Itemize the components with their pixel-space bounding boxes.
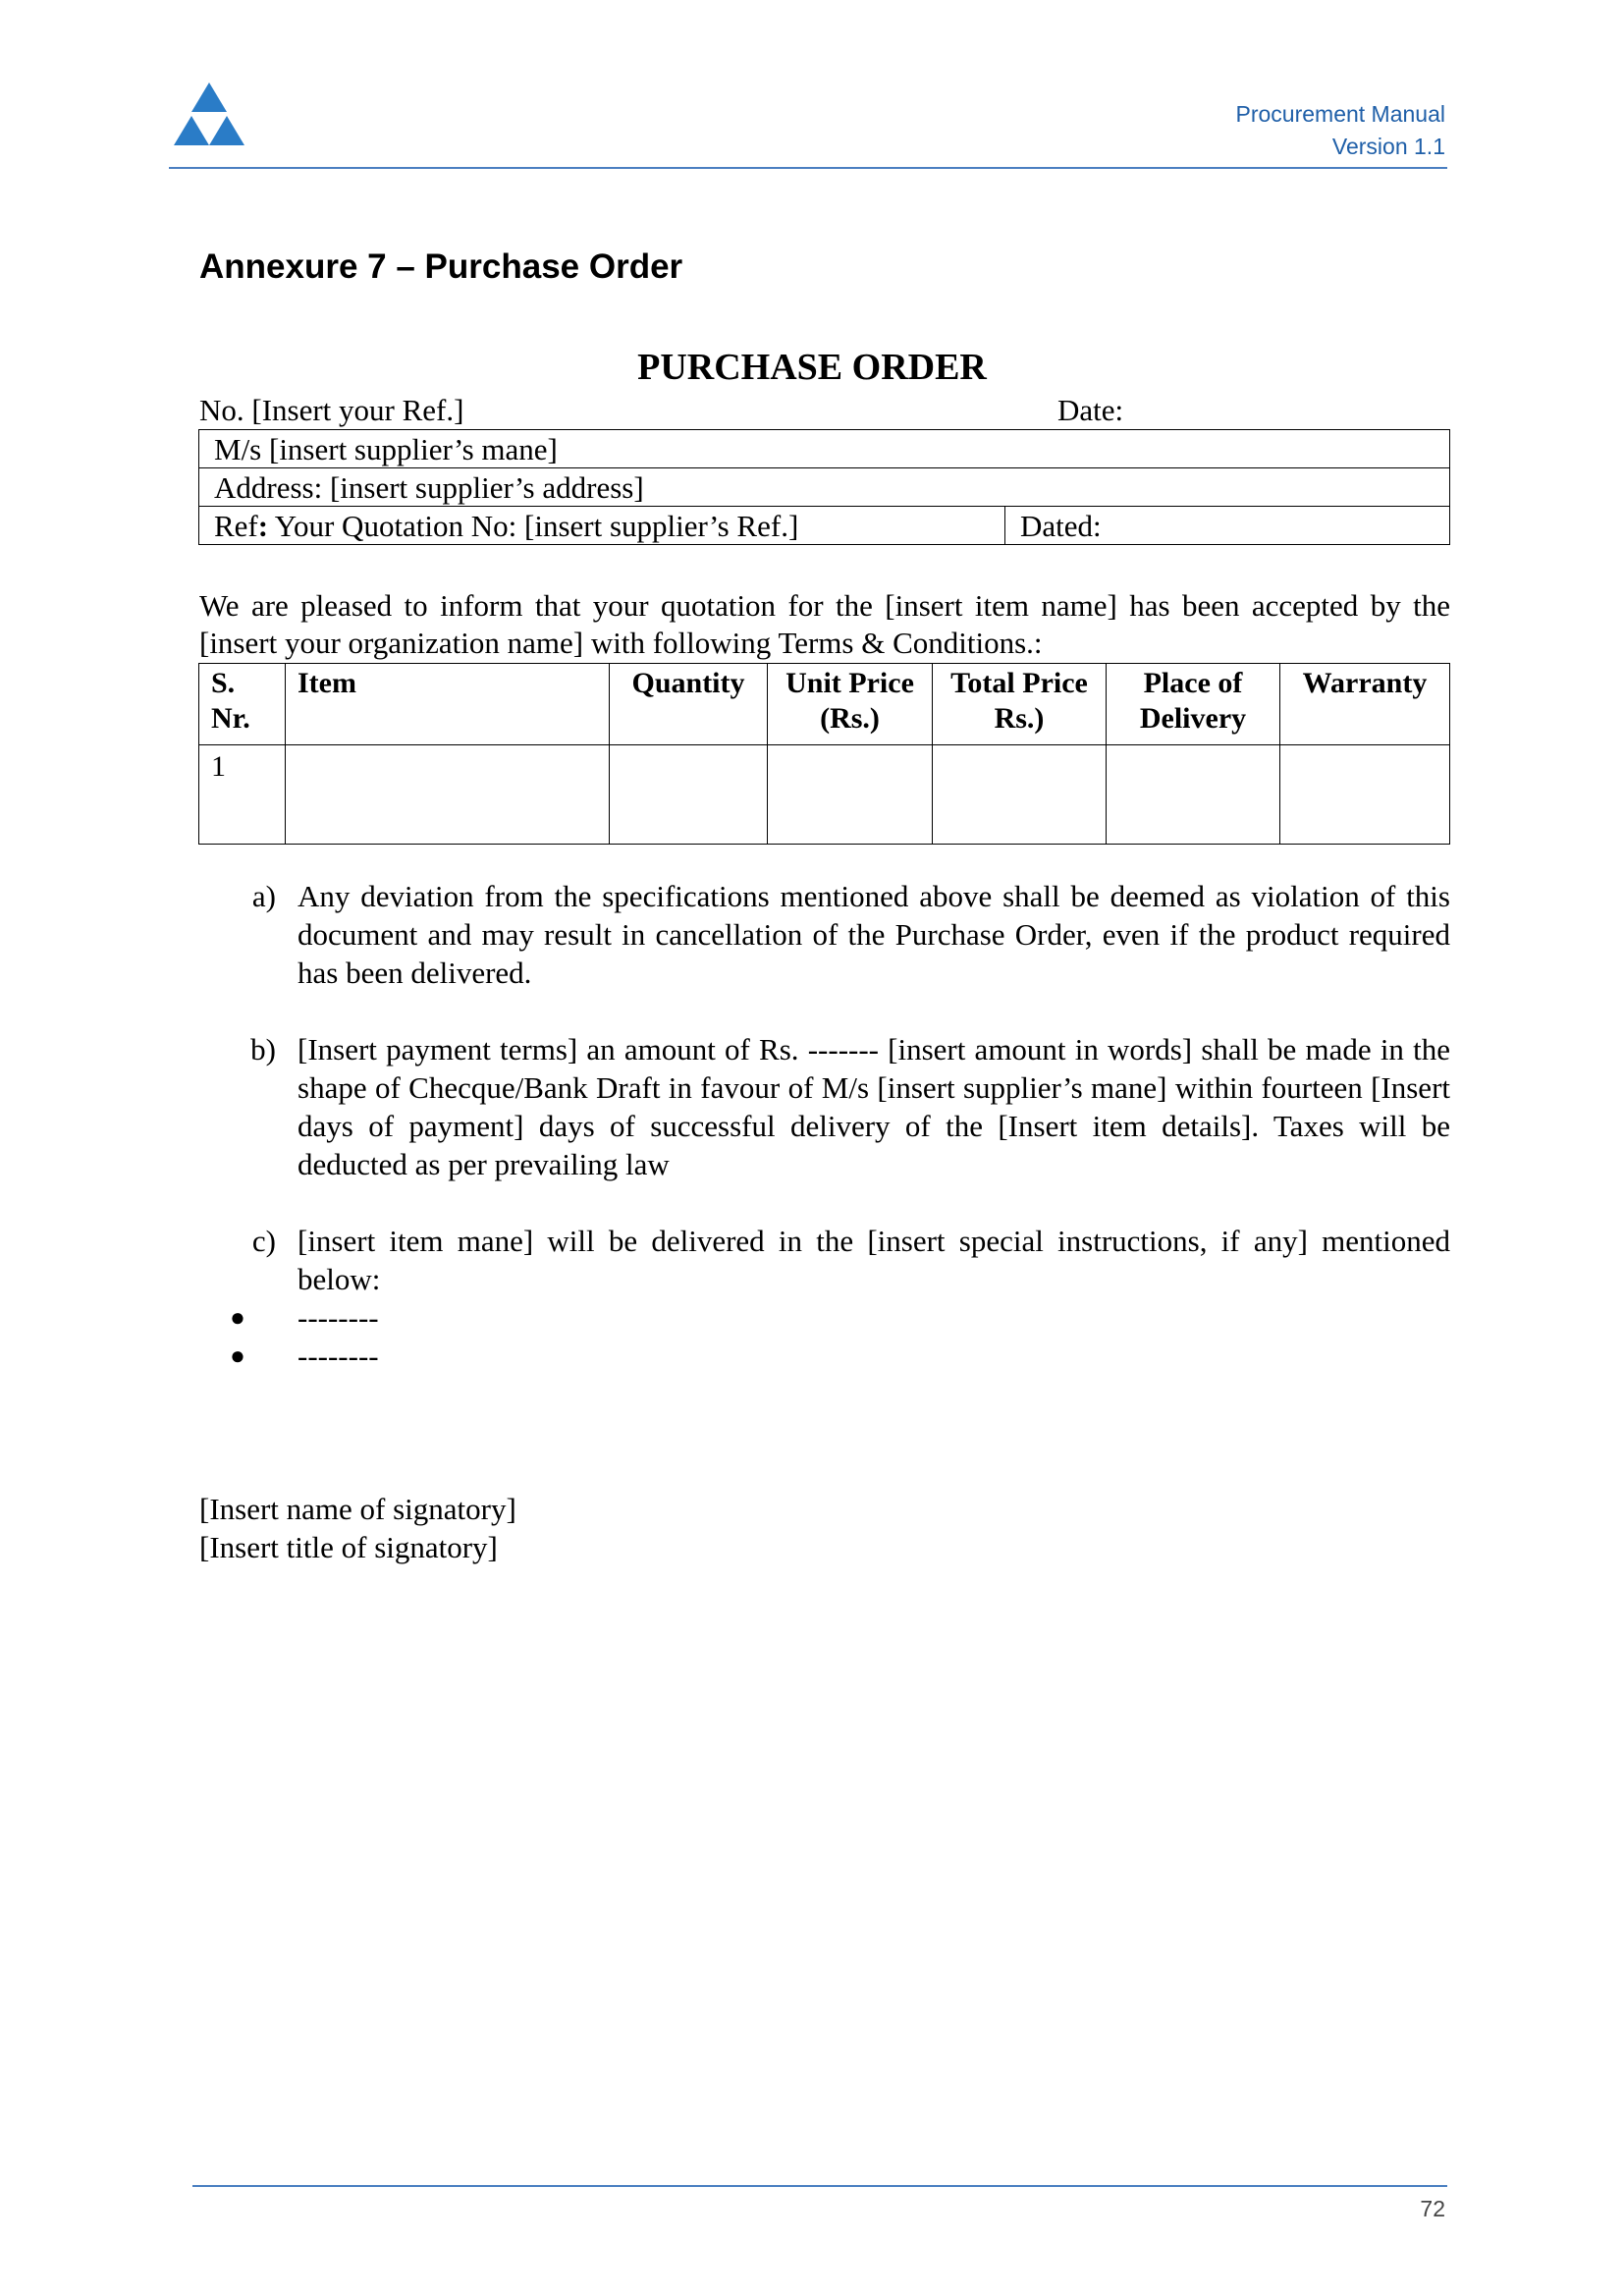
col-header-item: Item <box>286 664 610 745</box>
terms-list <box>199 877 1450 1375</box>
ref-prefix: Ref <box>214 508 258 543</box>
cell-warranty <box>1280 745 1450 845</box>
table-row <box>199 745 1450 845</box>
term-item <box>199 877 1450 992</box>
col-header-place-of-delivery: Place of Delivery <box>1107 664 1280 745</box>
list-item <box>199 1337 1450 1375</box>
signatory-title: [Insert title of signatory] <box>199 1530 498 1564</box>
term-text: [insert item mane] will be delivered in the [insert special instructions, if any] mentioned below: <box>298 1224 1450 1296</box>
term-item <box>199 1222 1450 1298</box>
col-header-sno: S. Nr. <box>199 664 286 745</box>
page-title: Annexure 7 – Purchase Order <box>199 247 683 286</box>
term-text: Any deviation from the specifications mentioned above shall be deemed as violation of this document and may result in cancellation of the Purchase Order, even if the product required has been delivered. <box>298 879 1450 990</box>
footer-divider <box>192 2185 1447 2187</box>
version-label: Version 1.1 <box>1331 134 1445 159</box>
supplier-address: Address: [insert supplier’s address] <box>199 468 1450 507</box>
intro-paragraph: We are pleased to inform that your quotation for the [insert item name] has been accepted by the [insert your organization name] with following Terms & Conditions.: <box>199 588 1450 660</box>
cell-total-price <box>933 745 1107 845</box>
col-header-warranty: Warranty <box>1280 664 1450 745</box>
term-label: b) <box>250 1032 276 1066</box>
term-label: a) <box>251 879 276 913</box>
header-right <box>1236 98 1446 163</box>
cell-quantity <box>610 745 768 845</box>
supplier-name: M/s [insert supplier’s mane] <box>199 430 1450 468</box>
quotation-dated: Dated: <box>1005 507 1450 545</box>
po-date-label: Date: <box>1057 393 1124 427</box>
supplier-address-row <box>199 468 1450 507</box>
po-number-line: No. [Insert your Ref.] <box>199 393 464 427</box>
cell-unit-price <box>768 745 933 845</box>
signatory-block <box>199 1490 516 1566</box>
list-item <box>199 1298 1450 1337</box>
bullet-icon: ● <box>230 1341 245 1370</box>
ppaf-logo <box>165 82 253 165</box>
bullet-text: -------- <box>298 1300 379 1335</box>
term-text: [Insert payment terms] an amount of Rs. ------- [insert amount in words] shall be made in the shape of Checque/Bank Draft in favour of M/s [insert supplier’s mane] within fourteen [Insert days of payment] days of successful delivery of the [Insert item details]. Taxes will be deducted as per prevailing law <box>298 1032 1450 1181</box>
ref-text: Your Quotation No: [insert supplier’s Ref.] <box>268 508 799 543</box>
supplier-name-row <box>199 430 1450 468</box>
quotation-ref <box>199 507 1005 545</box>
term-item <box>199 1030 1450 1183</box>
purchase-order-heading: PURCHASE ORDER <box>637 347 987 388</box>
items-table <box>198 663 1450 845</box>
ref-colon: : <box>257 508 269 543</box>
cell-place-of-delivery <box>1107 745 1280 845</box>
bullet-list <box>199 1298 1450 1375</box>
supplier-table <box>198 429 1450 545</box>
col-header-total-price: Total Price Rs.) <box>933 664 1107 745</box>
cell-item <box>286 745 610 845</box>
items-header-row <box>199 664 1450 745</box>
cell-sno: 1 <box>199 745 286 845</box>
bullet-text: -------- <box>298 1339 379 1373</box>
bullet-icon: ● <box>230 1303 245 1332</box>
page-number: 72 <box>1420 2196 1445 2221</box>
header-divider <box>169 167 1447 169</box>
manual-title: Procurement Manual <box>1235 101 1445 127</box>
col-header-unit-price: Unit Price (Rs.) <box>768 664 933 745</box>
signatory-name: [Insert name of signatory] <box>199 1492 516 1526</box>
term-label: c) <box>251 1224 276 1258</box>
col-header-quantity: Quantity <box>610 664 768 745</box>
quotation-ref-row <box>199 507 1450 545</box>
